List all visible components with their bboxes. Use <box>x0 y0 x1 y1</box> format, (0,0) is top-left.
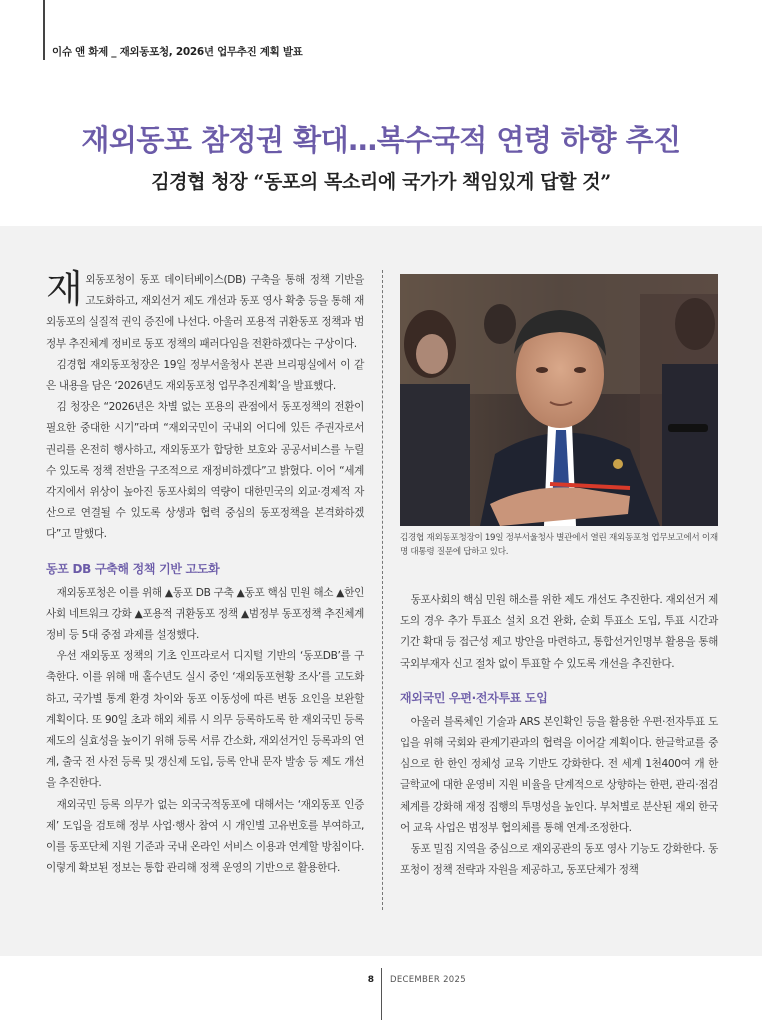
body-paragraph: 우선 재외동포 정책의 기초 인프라로서 디지털 기반의 ‘동포DB’를 구축한다. 이를 위해 매 홀수년도 실시 중인 ‘재외동포현황 조사’를 고도화하고, 국가별 통계 환경 차이와 동포 이동성에 따른 변동 요인을 보완할 계획이다. 또 90일 초과 해외 체류 시 의무 등록하도록 한 재외국민 등록제도의 실효성을 높이기 위해 등록 서류 간소화, 재외선거인 등록과의 연계, 출국 전 사전 등록 및 갱신제 도입, 등록 안내 문자 발송 등 제도 개선을 추진한다. <box>46 650 364 790</box>
article-photo <box>400 274 718 526</box>
issue-month: DECEMBER 2025 <box>390 975 466 985</box>
body-paragraph: 재외국민 등록 의무가 없는 외국국적동포에 대해서는 ‘재외동포 인증제’ 도입을 검토해 정부 사업·행사 참여 시 개인별 고유번호를 부여하고, 이를 동포단체 지원 기준과 국내 온라인 서비스 이용과 연계할 방침이다. 이렇게 확보된 정보는 통합 관리해 정책 운영의 기반으로 활용한다. <box>46 798 364 875</box>
right-column <box>400 590 718 881</box>
section-heading: 재외국민 우편·전자투표 도입 <box>400 690 548 705</box>
footer-rule <box>381 968 382 1020</box>
drop-cap: 재 <box>46 267 83 311</box>
section-label: 이슈 앤 화제 _ 재외동포청, 2026년 업무추진 계획 발표 <box>52 46 303 58</box>
page-number: 8 <box>367 975 374 985</box>
body-paragraph: 재외동포청은 이를 위해 ▲동포 DB 구축 ▲동포 핵심 민원 해소 ▲한인사회 네트워크 강화 ▲포용적 귀환동포 정책 ▲범정부 동포정책 추진체계 정비 등 5대 중점 과제를 설정했다. <box>46 586 364 642</box>
column-divider <box>382 270 383 910</box>
article-headline: 재외동포 참정권 확대…복수국적 연령 하향 추진 <box>81 123 681 157</box>
body-paragraph: 동포 밀집 지역을 중심으로 재외공관의 동포 영사 기능도 강화한다. 동포청이 정책 전략과 자원을 제공하고, 동포단체가 정책 <box>400 843 718 877</box>
paragraph-text: 외동포청이 동포 데이터베이스(DB) 구축을 통해 정책 기반을 고도화하고, 재외선거 제도 개선과 동포 영사 확충 등을 통해 재외동포의 실질적 권익 증진에 나선다. 아울러 포용적 귀환동포 정책과 범정부 추진체계 정비로 동포 정책의 패러다임을 전환하겠다는 구상이다. <box>46 274 364 350</box>
section-heading: 동포 DB 구축해 정책 기반 고도화 <box>46 561 220 576</box>
body-paragraph: 동포사회의 핵심 민원 해소를 위한 제도 개선도 추진한다. 재외선거 제도의 경우 추가 투표소 설치 요건 완화, 순회 투표소 도입, 투표 시간과 기간 확대 등 접근성 제고 방안을 마련하고, 통합선거인명부 활용을 통해 국외부재자 신고 절차 없이 투표할 수 있도록 개선을 추진한다. <box>400 594 718 670</box>
body-paragraph <box>46 267 364 355</box>
body-paragraph: 김경협 재외동포청장은 19일 정부서울청사 본관 브리핑실에서 이 같은 내용을 담은 ‘2026년도 재외동포청 업무추진계획’을 발표했다. <box>46 358 364 393</box>
top-rule <box>43 0 45 60</box>
body-paragraph: 아울러 블록체인 기술과 ARS 본인확인 등을 활용한 우편·전자투표 도입을 위해 국회와 관계기관과의 협력을 이어갈 계획이다. 한글학교를 중심으로 한 한인 정체성 교육 기반도 강화한다. 전 세계 1천400여 개 한글학교에 대한 운영비 지원 비율을 단계적으로 상향하는 한편, 관리·점검 체계를 강화해 재정 집행의 투명성을 높인다. 부처별로 분산된 재외 한국어 교육 사업은 범정부 협의체를 통해 연계·조정한다. <box>400 715 718 834</box>
speaker-photo-illustration <box>400 274 718 526</box>
photo-caption: 김경협 재외동포청장이 19일 정부서울청사 별관에서 열린 재외동포청 업무보고에서 이재명 대통령 질문에 답하고 있다. <box>400 533 718 557</box>
article-subhead: 김경협 청장 “동포의 목소리에 국가가 책임있게 답할 것” <box>151 171 611 193</box>
body-paragraph: 김 청장은 “2026년은 차별 없는 포용의 관점에서 동포정책의 전환이 필요한 중대한 시기”라며 “재외국민이 국내외 어디에 있든 주권자로서 권리를 온전히 행사하고, 재외동포가 합당한 보호와 공공서비스를 누릴 수 있도록 정책 전반을 구조적으로 재정비하겠다”고 밝혔다. 이어 “세계 각지에서 위상이 높아진 동포사회의 역량이 대한민국의 외교·경제적 자산으로 연결될 수 있도록 상생과 협력 중심의 동포정책을 본격화하겠다”고 말했다. <box>46 401 364 541</box>
left-column <box>46 267 364 879</box>
